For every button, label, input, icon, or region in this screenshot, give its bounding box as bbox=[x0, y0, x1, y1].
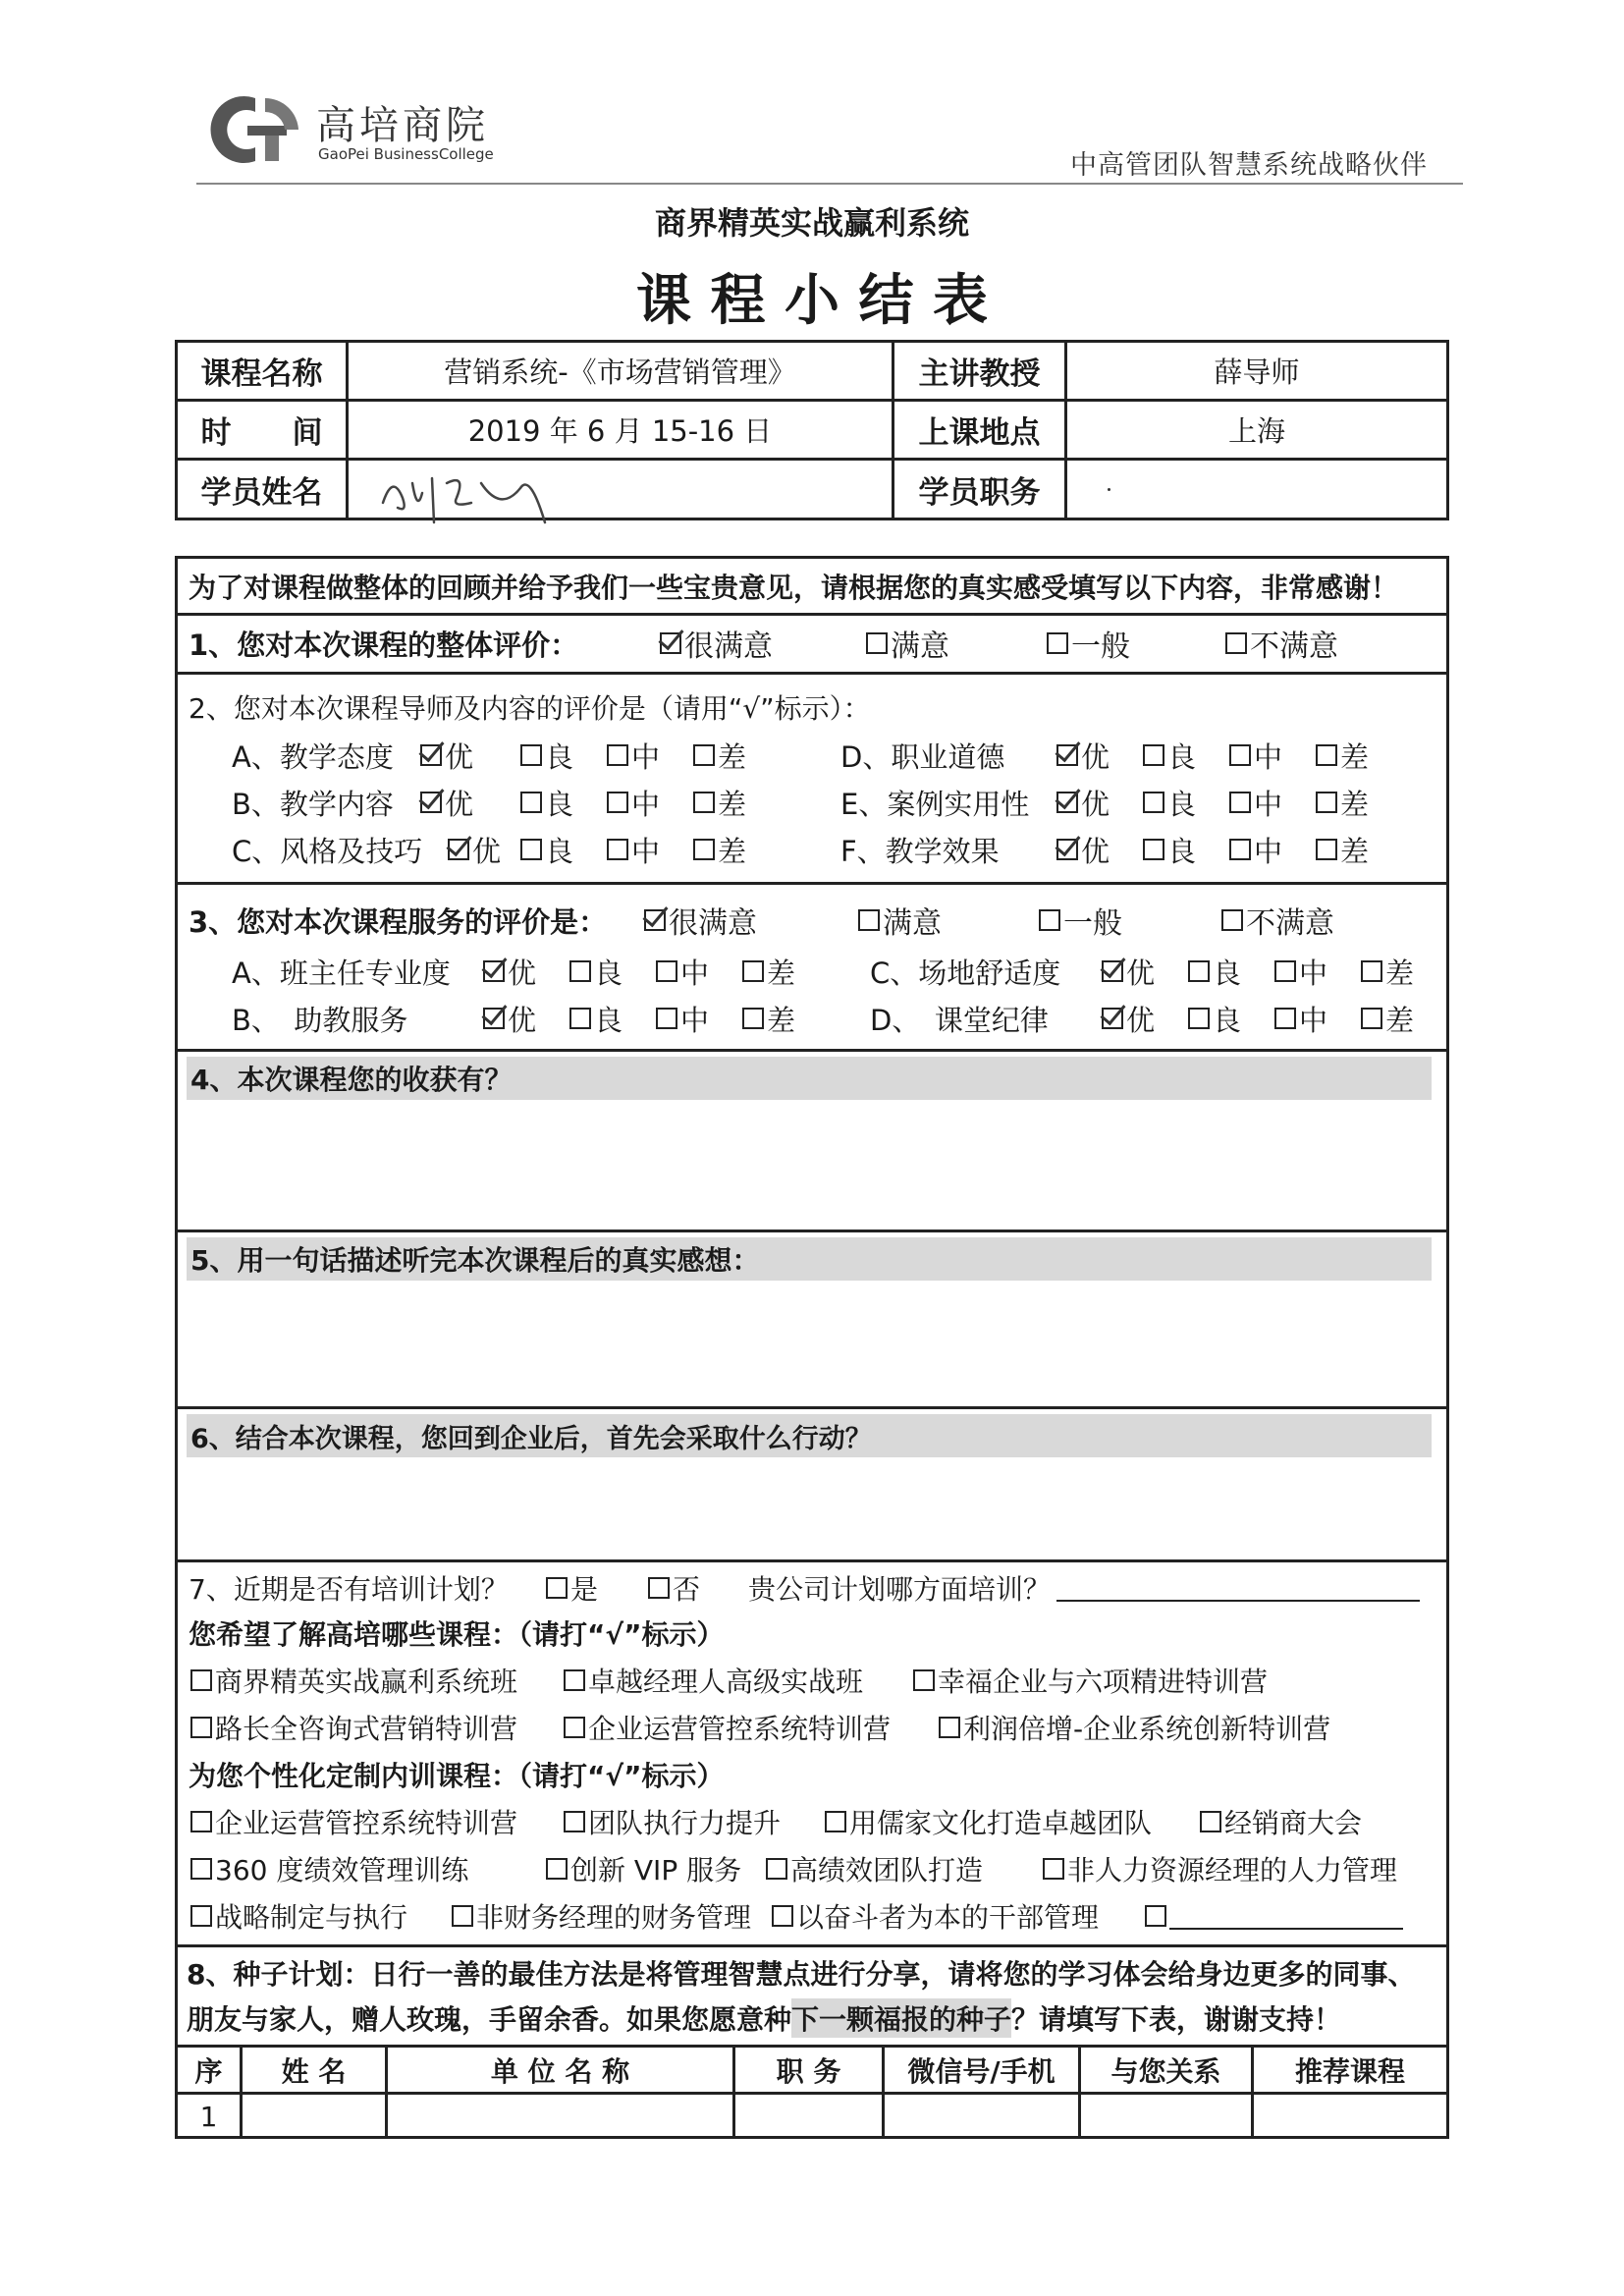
checkbox-icon bbox=[939, 1717, 960, 1738]
option-label: 很满意 bbox=[684, 629, 773, 664]
q1-option-satisfied[interactable] bbox=[866, 622, 1047, 665]
seed-row-contact-input[interactable] bbox=[885, 2095, 1078, 2139]
checkbox-icon bbox=[546, 1858, 568, 1880]
q7-courses-row1 bbox=[190, 1658, 1268, 1703]
course-name-value: 营销系统-《市场营销管理》 bbox=[444, 355, 796, 389]
time-value: 2019 年 6 月 15-16 日 bbox=[467, 414, 773, 448]
survey-intro: 为了对课程做整体的回顾并给予我们一些宝贵意见，请根据您的真实感受填写以下内容，非常感谢！ bbox=[189, 572, 1399, 604]
q3-option-unsatisfied[interactable] bbox=[1221, 899, 1334, 942]
course-name-label: 课程名称 bbox=[200, 356, 323, 392]
course-label: 战略制定与执行 bbox=[215, 1901, 408, 1934]
grade-option[interactable] bbox=[569, 999, 656, 1039]
grade-label: 差 bbox=[718, 787, 747, 821]
checkbox-icon bbox=[1039, 909, 1060, 931]
custom-course-option[interactable] bbox=[190, 1896, 452, 1936]
item-label: A、班主任专业度 bbox=[232, 956, 451, 990]
q1-options bbox=[660, 619, 1338, 668]
grade-option[interactable] bbox=[1102, 952, 1188, 992]
checkbox-icon bbox=[1316, 744, 1337, 766]
course-label: 路长全咨询式营销特训营 bbox=[215, 1713, 518, 1745]
custom-course-other[interactable] bbox=[1145, 1902, 1403, 1930]
q8-line1: 8、种子计划：日行一善的最佳方法是将管理智慧点进行分享，请将您的学习体会给身边更多的同事、 bbox=[187, 1958, 1416, 1991]
checkbox-icon bbox=[644, 909, 666, 931]
q7-custom-row3 bbox=[190, 1893, 1403, 1939]
checkbox-icon bbox=[693, 839, 715, 860]
checkbox-icon bbox=[520, 839, 542, 860]
checkbox-icon bbox=[520, 792, 542, 813]
checkbox-icon bbox=[1188, 960, 1210, 982]
q2-item-a bbox=[232, 733, 746, 778]
checkbox-icon bbox=[1047, 632, 1068, 654]
checkbox-icon bbox=[1200, 1811, 1221, 1832]
course-option[interactable] bbox=[190, 1708, 564, 1747]
seed-row-company-input[interactable] bbox=[388, 2095, 732, 2139]
grade-label: 差 bbox=[767, 1003, 796, 1037]
seed-row-position-input[interactable] bbox=[735, 2095, 882, 2139]
checkbox-icon bbox=[607, 839, 628, 860]
q3-item-a bbox=[232, 949, 795, 994]
info-divider bbox=[175, 458, 1449, 461]
q8-line2-text: 朋友与家人，赠人玫瑰，手留余香。如果您愿意种 bbox=[187, 2003, 792, 2036]
grade-option[interactable] bbox=[1143, 830, 1229, 870]
section-divider bbox=[175, 1559, 1449, 1562]
section-divider bbox=[175, 1944, 1449, 1947]
seed-header-index: 序 bbox=[194, 2054, 223, 2088]
grade-option[interactable] bbox=[742, 952, 795, 992]
item-label: C、风格及技巧 bbox=[232, 834, 423, 868]
q7-custom-row2 bbox=[190, 1846, 1397, 1891]
grade-option[interactable] bbox=[1188, 952, 1274, 992]
course-option[interactable] bbox=[939, 1708, 1330, 1747]
grade-option[interactable] bbox=[1056, 783, 1143, 823]
checkbox-icon bbox=[564, 1717, 585, 1738]
q1-option-unsatisfied[interactable] bbox=[1225, 622, 1338, 665]
grade-option[interactable] bbox=[1361, 952, 1414, 992]
grade-label: 差 bbox=[718, 834, 747, 868]
q3-item-c bbox=[870, 949, 1414, 994]
item-label: C、场地舒适度 bbox=[870, 956, 1061, 990]
checkbox-icon bbox=[660, 632, 681, 654]
seed-row-name-input[interactable] bbox=[243, 2095, 385, 2139]
q1-option-very-satisfied[interactable] bbox=[660, 622, 866, 665]
custom-course-option[interactable] bbox=[825, 1802, 1200, 1841]
grade-label: 良 bbox=[1213, 1003, 1242, 1037]
q7-no-option[interactable] bbox=[648, 1568, 744, 1608]
q2-item-d bbox=[840, 733, 1369, 778]
q8-line2 bbox=[187, 1995, 1341, 2041]
page-title: 课 程 小 结 表 bbox=[636, 269, 988, 333]
seed-header-relation: 与您关系 bbox=[1110, 2054, 1221, 2088]
seed-header-contact: 微信号/手机 bbox=[907, 2054, 1056, 2088]
checkbox-icon bbox=[1229, 744, 1251, 766]
course-label: 企业运营管控系统特训营 bbox=[215, 1807, 518, 1839]
grade-label: 优 bbox=[472, 834, 502, 868]
checkbox-icon bbox=[742, 960, 764, 982]
checkbox-icon bbox=[648, 1577, 670, 1599]
q3-options bbox=[644, 896, 1334, 945]
grade-option[interactable] bbox=[448, 830, 520, 870]
grade-label: 良 bbox=[1167, 787, 1197, 821]
course-label: 利润倍增-企业系统创新特训营 bbox=[963, 1713, 1331, 1745]
grade-label: 优 bbox=[1081, 787, 1110, 821]
section-divider bbox=[175, 1406, 1449, 1409]
section-divider bbox=[175, 672, 1449, 675]
logo-en: GaoPei BusinessCollege bbox=[318, 145, 494, 163]
course-label: 创新 VIP 服务 bbox=[570, 1854, 742, 1886]
checkbox-icon bbox=[420, 744, 442, 766]
course-label: 企业运营管控系统特训营 bbox=[588, 1713, 892, 1745]
checkbox-icon bbox=[858, 909, 880, 931]
item-label: F、教学效果 bbox=[840, 834, 1000, 868]
grade-option[interactable] bbox=[1274, 999, 1361, 1039]
grade-option[interactable] bbox=[520, 736, 607, 776]
section-divider bbox=[175, 1049, 1449, 1052]
checkbox-icon bbox=[190, 1858, 212, 1880]
grade-label: 良 bbox=[545, 834, 574, 868]
course-label: 幸福企业与六项精进特训营 bbox=[938, 1666, 1269, 1698]
item-label: B、 助教服务 bbox=[232, 1003, 408, 1037]
checkbox-icon bbox=[564, 1811, 585, 1832]
grade-option[interactable] bbox=[607, 736, 693, 776]
option-label: 一般 bbox=[1071, 629, 1130, 664]
grade-option[interactable] bbox=[1229, 830, 1316, 870]
seed-row-course-input[interactable] bbox=[1254, 2095, 1446, 2139]
item-label: B、教学内容 bbox=[232, 787, 394, 821]
checkbox-icon bbox=[825, 1811, 846, 1832]
checkbox-icon bbox=[564, 1669, 585, 1691]
q7-which-label: 贵公司计划哪方面培训？ bbox=[748, 1573, 1052, 1606]
grade-label: 优 bbox=[445, 739, 474, 774]
student-name-label: 学员姓名 bbox=[200, 474, 323, 511]
checkbox-icon bbox=[1143, 792, 1164, 813]
option-label: 一般 bbox=[1063, 906, 1122, 941]
checkbox-icon bbox=[569, 1008, 591, 1029]
lecturer-value: 薛导师 bbox=[1214, 355, 1300, 389]
grade-option[interactable] bbox=[1102, 999, 1188, 1039]
checkbox-icon bbox=[1143, 744, 1164, 766]
logo-mark-icon bbox=[196, 90, 314, 169]
grade-option[interactable] bbox=[1056, 830, 1143, 870]
custom-course-option[interactable] bbox=[1043, 1849, 1397, 1888]
course-option[interactable] bbox=[190, 1661, 564, 1700]
course-label: 卓越经理人高级实战班 bbox=[588, 1666, 864, 1698]
option-label: 不满意 bbox=[1250, 629, 1338, 664]
checkbox-icon bbox=[656, 960, 677, 982]
checkbox-icon bbox=[772, 1905, 793, 1927]
checkbox-icon bbox=[1361, 960, 1382, 982]
checkbox-icon bbox=[656, 1008, 677, 1029]
grade-option[interactable] bbox=[483, 952, 569, 992]
q6-label: 6、结合本次课程，您回到企业后，首先会采取什么行动？ bbox=[187, 1414, 1432, 1457]
q6-answer-area[interactable] bbox=[187, 1459, 1432, 1558]
course-option[interactable] bbox=[564, 1661, 913, 1700]
grade-option[interactable] bbox=[1316, 736, 1369, 776]
course-option[interactable] bbox=[564, 1708, 939, 1747]
q2-item-b bbox=[232, 780, 746, 825]
q3-option-average[interactable] bbox=[1039, 899, 1221, 942]
student-position-label: 学员职务 bbox=[918, 474, 1041, 511]
checkbox-icon bbox=[1056, 792, 1078, 813]
grade-option[interactable] bbox=[1316, 783, 1369, 823]
q7-label: 7、近期是否有培训计划？ bbox=[189, 1573, 509, 1606]
custom-course-option[interactable] bbox=[766, 1849, 1043, 1888]
custom-course-option[interactable] bbox=[1200, 1802, 1362, 1841]
grade-label: 良 bbox=[594, 1003, 623, 1037]
q7-courses-label: 您希望了解高培哪些课程：（请打“√”标示） bbox=[189, 1618, 725, 1651]
grade-option[interactable] bbox=[420, 783, 520, 823]
grade-label: 良 bbox=[1167, 739, 1197, 774]
grade-label: 中 bbox=[1254, 834, 1283, 868]
custom-course-option[interactable] bbox=[564, 1802, 825, 1841]
other-course-input[interactable] bbox=[1169, 1902, 1403, 1930]
q8-line2-text: ？请填写下表，谢谢支持！ bbox=[1011, 2003, 1342, 2036]
checkbox-icon bbox=[1221, 909, 1243, 931]
student-position-value bbox=[1108, 488, 1110, 491]
q4-answer-area[interactable] bbox=[187, 1102, 1432, 1226]
checkbox-icon bbox=[1102, 960, 1123, 982]
logo bbox=[196, 90, 520, 169]
seed-header-course: 推荐课程 bbox=[1294, 2054, 1405, 2088]
section-divider bbox=[175, 613, 1449, 616]
q1-label: 1、您对本次课程的整体评价： bbox=[189, 628, 579, 662]
checkbox-icon bbox=[520, 744, 542, 766]
checkbox-icon bbox=[190, 1811, 212, 1832]
checkbox-icon bbox=[420, 792, 442, 813]
option-label: 否 bbox=[673, 1573, 701, 1606]
grade-label: 中 bbox=[1254, 787, 1283, 821]
q3-option-satisfied[interactable] bbox=[858, 899, 1039, 942]
q5-answer-area[interactable] bbox=[187, 1283, 1432, 1404]
q7-yes-option[interactable] bbox=[546, 1568, 648, 1608]
grade-label: 中 bbox=[631, 739, 661, 774]
checkbox-icon bbox=[1145, 1905, 1166, 1927]
grade-label: 差 bbox=[1340, 787, 1370, 821]
grade-label: 优 bbox=[1126, 956, 1156, 990]
grade-option[interactable] bbox=[693, 736, 746, 776]
header-tagline: 中高管团队智慧系统战略伙伴 bbox=[1070, 150, 1428, 181]
q2-item-c bbox=[232, 827, 746, 872]
lecturer-label: 主讲教授 bbox=[918, 356, 1041, 392]
custom-course-option[interactable] bbox=[546, 1849, 766, 1888]
grade-label: 中 bbox=[680, 956, 710, 990]
q2-item-e bbox=[840, 780, 1369, 825]
checkbox-icon bbox=[866, 632, 888, 654]
grade-option[interactable] bbox=[420, 736, 520, 776]
q7-custom-row1 bbox=[190, 1799, 1362, 1844]
grade-option[interactable] bbox=[693, 783, 746, 823]
checkbox-icon bbox=[742, 1008, 764, 1029]
item-label: A、教学态度 bbox=[232, 739, 394, 774]
checkbox-icon bbox=[1056, 839, 1078, 860]
checkbox-icon bbox=[1361, 1008, 1382, 1029]
q3-option-very-satisfied[interactable] bbox=[644, 899, 858, 942]
grade-option[interactable] bbox=[656, 952, 742, 992]
checkbox-icon bbox=[190, 1717, 212, 1738]
checkbox-icon bbox=[1102, 1008, 1123, 1029]
course-label: 经销商大会 bbox=[1224, 1807, 1363, 1839]
course-label: 团队执行力提升 bbox=[588, 1807, 782, 1839]
checkbox-icon bbox=[1274, 960, 1296, 982]
q8-line2-highlight: 下一颗福报的种子 bbox=[791, 1998, 1011, 2038]
checkbox-icon bbox=[546, 1577, 568, 1599]
seed-row-relation-input[interactable] bbox=[1081, 2095, 1251, 2139]
checkbox-icon bbox=[483, 960, 505, 982]
option-label: 很满意 bbox=[669, 906, 757, 941]
checkbox-icon bbox=[1188, 1008, 1210, 1029]
system-title: 商界精英实战赢利系统 bbox=[654, 204, 969, 242]
checkbox-icon bbox=[1056, 744, 1078, 766]
grade-label: 优 bbox=[1081, 834, 1110, 868]
grade-label: 优 bbox=[1126, 1003, 1156, 1037]
grade-label: 差 bbox=[767, 956, 796, 990]
item-label: D、职业道德 bbox=[840, 739, 1005, 774]
grade-label: 中 bbox=[631, 834, 661, 868]
grade-option[interactable] bbox=[693, 830, 746, 870]
course-label: 非人力资源经理的人力管理 bbox=[1067, 1854, 1398, 1886]
custom-course-option[interactable] bbox=[190, 1849, 546, 1888]
item-label: D、 课堂纪律 bbox=[870, 1003, 1049, 1037]
checkbox-icon bbox=[693, 792, 715, 813]
checkbox-icon bbox=[607, 744, 628, 766]
seed-row-index: 1 bbox=[199, 2101, 218, 2133]
grade-label: 优 bbox=[1081, 739, 1110, 774]
option-label: 不满意 bbox=[1246, 906, 1334, 941]
grade-label: 良 bbox=[594, 956, 623, 990]
grade-label: 良 bbox=[1213, 956, 1242, 990]
checkbox-icon bbox=[766, 1858, 787, 1880]
logo-cn: 高培商院 bbox=[316, 103, 489, 148]
grade-option[interactable] bbox=[1229, 736, 1316, 776]
grade-option[interactable] bbox=[1143, 783, 1229, 823]
item-label: E、案例实用性 bbox=[840, 787, 1030, 821]
checkbox-icon bbox=[190, 1905, 212, 1927]
grade-option[interactable] bbox=[742, 999, 795, 1039]
grade-label: 优 bbox=[508, 1003, 537, 1037]
checkbox-icon bbox=[483, 1008, 505, 1029]
course-option[interactable] bbox=[913, 1661, 1268, 1700]
course-label: 以奋斗者为本的干部管理 bbox=[796, 1901, 1100, 1934]
course-label: 非财务经理的财务管理 bbox=[476, 1901, 752, 1934]
grade-option[interactable] bbox=[1188, 999, 1274, 1039]
grade-label: 差 bbox=[1340, 739, 1370, 774]
grade-label: 差 bbox=[1385, 956, 1415, 990]
q2-item-f bbox=[840, 827, 1369, 872]
grade-option[interactable] bbox=[607, 830, 693, 870]
grade-label: 优 bbox=[445, 787, 474, 821]
section-divider bbox=[175, 1230, 1449, 1232]
course-label: 高绩效团队打造 bbox=[790, 1854, 984, 1886]
course-label: 商界精英实战赢利系统班 bbox=[215, 1666, 518, 1698]
checkbox-icon bbox=[693, 744, 715, 766]
checkbox-icon bbox=[1316, 839, 1337, 860]
grade-option[interactable] bbox=[1361, 999, 1414, 1039]
grade-label: 差 bbox=[718, 739, 747, 774]
grade-label: 差 bbox=[1385, 1003, 1415, 1037]
handwritten-signature bbox=[373, 454, 569, 532]
checkbox-icon bbox=[452, 1905, 473, 1927]
section-divider bbox=[175, 882, 1449, 885]
grade-label: 中 bbox=[1299, 956, 1328, 990]
grade-option[interactable] bbox=[520, 830, 607, 870]
header-rule bbox=[196, 183, 1463, 185]
q7-custom-label: 为您个性化定制内训课程：（请打“√”标示） bbox=[189, 1760, 725, 1792]
q1-option-average[interactable] bbox=[1047, 622, 1225, 665]
checkbox-icon bbox=[569, 960, 591, 982]
grade-label: 良 bbox=[1167, 834, 1197, 868]
custom-course-option[interactable] bbox=[452, 1896, 772, 1936]
grade-option[interactable] bbox=[1143, 736, 1229, 776]
q5-label: 5、用一句话描述听完本次课程后的真实感想： bbox=[187, 1237, 1432, 1281]
seed-header-company: 单 位 名 称 bbox=[490, 2054, 630, 2088]
grade-label: 良 bbox=[545, 787, 574, 821]
q7-row bbox=[189, 1565, 1420, 1611]
course-label: 360 度绩效管理训练 bbox=[215, 1854, 469, 1886]
grade-option[interactable] bbox=[656, 999, 742, 1039]
checkbox-icon bbox=[1143, 839, 1164, 860]
custom-course-option[interactable] bbox=[772, 1896, 1145, 1936]
location-label: 上课地点 bbox=[918, 415, 1041, 451]
checkbox-icon bbox=[1043, 1858, 1064, 1880]
grade-label: 中 bbox=[680, 1003, 710, 1037]
option-label: 满意 bbox=[891, 629, 949, 664]
checkbox-icon bbox=[1316, 792, 1337, 813]
grade-label: 差 bbox=[1340, 834, 1370, 868]
checkbox-icon bbox=[1225, 632, 1247, 654]
grade-label: 优 bbox=[508, 956, 537, 990]
q4-label: 4、本次课程您的收获有？ bbox=[187, 1057, 1432, 1100]
grade-label: 中 bbox=[1254, 739, 1283, 774]
q3-label: 3、您对本次课程服务的评价是： bbox=[189, 904, 608, 939]
checkbox-icon bbox=[1229, 839, 1251, 860]
option-label: 是 bbox=[570, 1573, 599, 1606]
grade-option[interactable] bbox=[1056, 736, 1143, 776]
option-label: 满意 bbox=[883, 906, 942, 941]
grade-option[interactable] bbox=[1316, 830, 1369, 870]
grade-option[interactable] bbox=[483, 999, 569, 1039]
grade-option[interactable] bbox=[520, 783, 607, 823]
time-label: 时 间 bbox=[200, 415, 323, 451]
course-label: 用儒家文化打造卓越团队 bbox=[849, 1807, 1153, 1839]
q3-item-b bbox=[232, 996, 795, 1041]
seed-header-position: 职 务 bbox=[776, 2054, 841, 2088]
grade-label: 中 bbox=[1299, 1003, 1328, 1037]
q7-courses-row2 bbox=[190, 1705, 1330, 1750]
q3-item-d bbox=[870, 996, 1414, 1041]
grade-label: 良 bbox=[545, 739, 574, 774]
checkbox-icon bbox=[607, 792, 628, 813]
checkbox-icon bbox=[1229, 792, 1251, 813]
checkbox-icon bbox=[1274, 1008, 1296, 1029]
grade-option[interactable] bbox=[569, 952, 656, 992]
q7-which-input[interactable] bbox=[1056, 1574, 1420, 1602]
checkbox-icon bbox=[190, 1669, 212, 1691]
grade-option[interactable] bbox=[607, 783, 693, 823]
seed-header-name: 姓 名 bbox=[281, 2054, 347, 2088]
grade-option[interactable] bbox=[1274, 952, 1361, 992]
q2-label: 2、您对本次课程导师及内容的评价是（请用“√”标示）： bbox=[189, 692, 871, 725]
custom-course-option[interactable] bbox=[190, 1802, 564, 1841]
checkbox-icon bbox=[448, 839, 469, 860]
location-value: 上海 bbox=[1227, 414, 1285, 448]
grade-option[interactable] bbox=[1229, 783, 1316, 823]
grade-label: 中 bbox=[631, 787, 661, 821]
checkbox-icon bbox=[913, 1669, 935, 1691]
